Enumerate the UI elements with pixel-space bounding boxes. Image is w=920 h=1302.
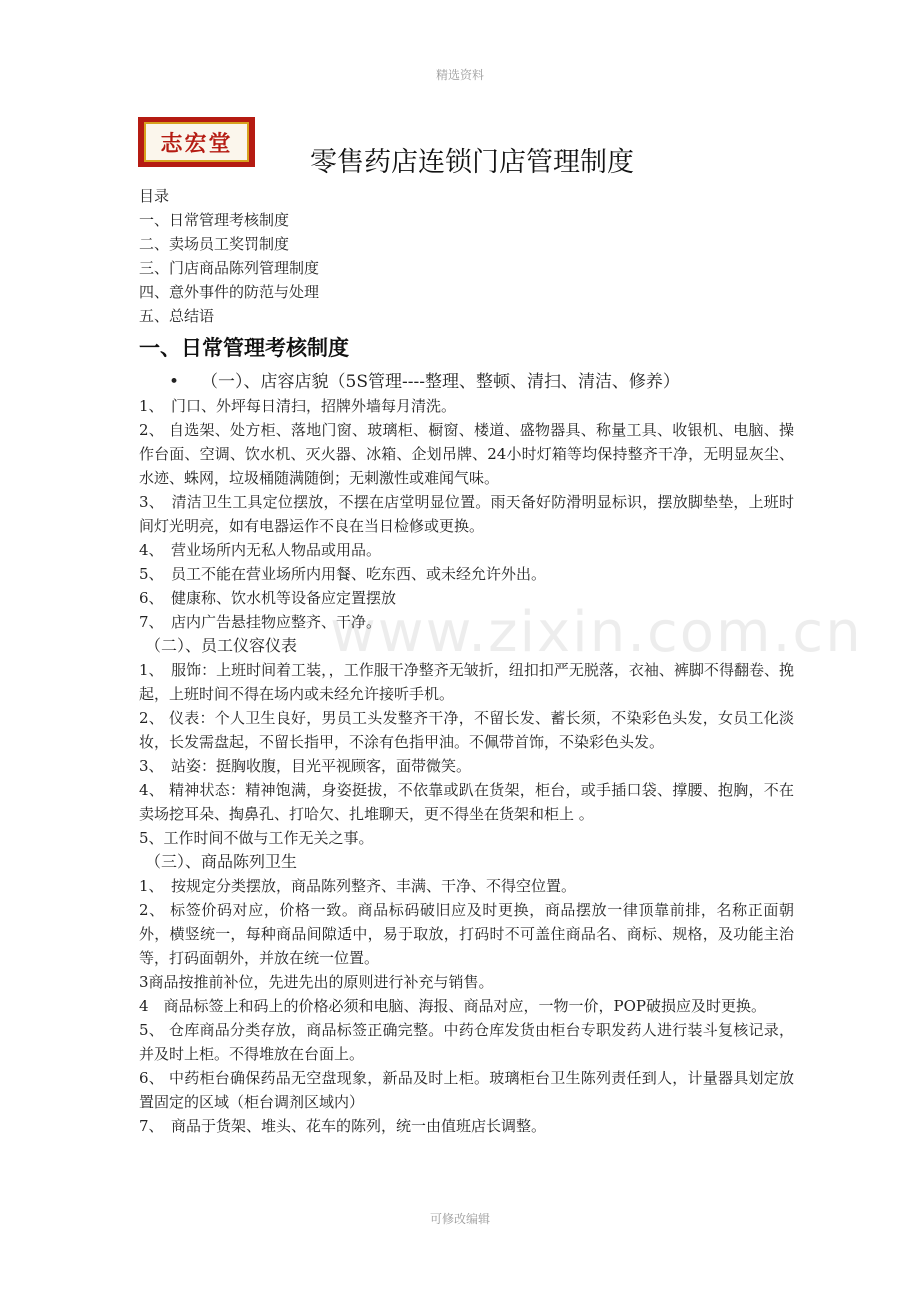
logo-text: 志宏堂 <box>144 122 249 162</box>
paragraph: 4 商品标签上和码上的价格必须和电脑、海报、商品对应，一物一价，POP破损应及时更换。 <box>139 997 767 1015</box>
watermark: www.zixin.com.cn <box>330 600 863 665</box>
paragraph: 1、 门口、外坪每日清扫，招牌外墙每月清洗。 <box>139 397 457 415</box>
subsection-heading <box>139 370 794 394</box>
paragraph: 1、 服饰：上班时间着工装，，工作服干净整齐无皱折，纽扣扣严无脱落，衣袖、裤脚不得翻卷、挽起，上班时间不得在场内或未经允许接听手机。 <box>139 661 794 703</box>
toc-item: 四、意外事件的防范与处理 <box>139 283 320 301</box>
toc-item: 二、卖场员工奖罚制度 <box>139 235 290 253</box>
paragraph: 7、 店内广告悬挂物应整齐、干净。 <box>139 613 382 631</box>
paragraph: 4、 营业场所内无私人物品或用品。 <box>139 541 382 559</box>
document-body <box>139 184 794 1138</box>
toc-item: 五、总结语 <box>139 307 215 325</box>
paragraph: 6、 中药柜台确保药品无空盘现象，新品及时上柜。玻璃柜台卫生陈列责任到人，计量器具划定放置固定的区域（柜台调剂区域内） <box>139 1069 794 1111</box>
paragraph: 7、 商品于货架、堆头、花车的陈列，统一由值班店长调整。 <box>139 1117 547 1135</box>
page-footer: 可修改编辑 <box>429 1212 490 1226</box>
subsection-heading: （三）、商品陈列卫生 <box>145 852 298 871</box>
company-logo <box>138 117 255 167</box>
paragraph: 1、 按规定分类摆放，商品陈列整齐、丰满、干净、不得空位置。 <box>139 877 577 895</box>
toc-item: 一、日常管理考核制度 <box>139 211 290 229</box>
paragraph: 2、 仪表：个人卫生良好，男员工头发整齐干净，不留长发、蓄长须，不染彩色头发，女员工化淡妆，长发需盘起，不留长指甲，不涂有色指甲油。不佩带首饰，不染彩色头发。 <box>139 709 794 751</box>
paragraph: 3、 清洁卫生工具定位摆放，不摆在店堂明显位置。雨天备好防滑明显标识，摆放脚垫垫，上班时间灯光明亮，如有电器运作不良在当日检修或更换。 <box>139 493 794 535</box>
paragraph: 2、 自选架、处方柜、落地门窗、玻璃柜、橱窗、楼道、盛物器具、称量工具、收银机、电脑、操作台面、空调、饮水机、灭火器、冰箱、企划吊牌、24小时灯箱等均保持整齐干净，无明显灰尘、水迹、蛛网，垃圾桶随满随倒；无刺激性或难闻气味。 <box>139 421 794 487</box>
section-heading: 一、日常管理考核制度 <box>139 336 349 360</box>
page-header: 精选资料 <box>435 68 484 82</box>
paragraph: 2、 标签价码对应，价格一致。商品标码破旧应及时更换，商品摆放一律顶靠前排，名称正面朝外，横竖统一，每种商品间隙适中，易于取放，打码时不可盖住商品名、商标、规格，及功能主治等，打码面朝外，并放在统一位置。 <box>139 901 794 967</box>
toc-item: 三、门店商品陈列管理制度 <box>139 259 320 277</box>
toc-heading: 目录 <box>139 187 170 205</box>
document-title: 零售药店连锁门店管理制度 <box>310 147 634 178</box>
paragraph: 4、 精神状态：精神饱满，身姿挺拔，不依靠或趴在货架，柜台，或手插口袋、撑腰、抱胸，不在卖场挖耳朵、掏鼻孔、打哈欠、扎堆聊天，更不得坐在货架和柜上 。 <box>139 781 794 823</box>
paragraph: 5、 员工不能在营业场所内用餐、吃东西、或未经允许外出。 <box>139 565 547 583</box>
paragraph: 3商品按推前补位，先进先出的原则进行补充与销售。 <box>139 973 494 991</box>
subsection-heading: （二）、员工仪容仪表 <box>145 636 298 655</box>
paragraph: 5、 仓库商品分类存放，商品标签正确完整。中药仓库发货由柜台专职发药人进行装斗复核记录，并及时上柜。不得堆放在台面上。 <box>139 1021 794 1063</box>
paragraph: 5、工作时间不做与工作无关之事。 <box>139 829 374 847</box>
subsection-title: （一）、店容店貌（5S管理----整理、整顿、清扫、清洁、修养） <box>201 372 680 392</box>
paragraph: 6、 健康称、饮水机等设备应定置摆放 <box>139 589 397 607</box>
paragraph: 3、 站姿：挺胸收腹，目光平视顾客，面带微笑。 <box>139 757 472 775</box>
bullet-icon: • <box>169 372 180 392</box>
